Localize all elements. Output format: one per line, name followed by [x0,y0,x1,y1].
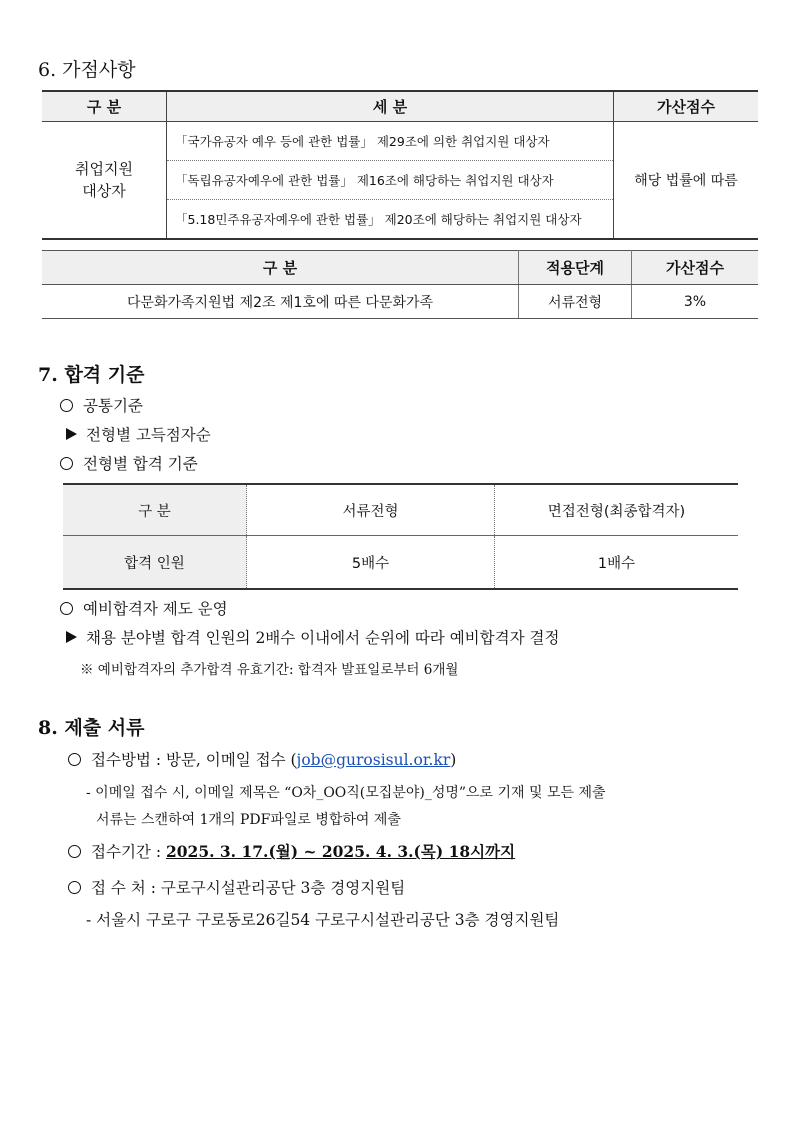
pass-criteria-table [63,483,738,590]
submission-place-item: 접 수 처 : 구로구시설관리공단 3층 경영지원팀 [68,876,405,898]
table3-header-interview: 면접전형(최종합격자) [495,484,739,536]
table2-header-points: 가산점수 [632,251,759,285]
table1-row-2: 「독립유공자예우에 관한 법률」 제16조에 해당하는 취업지원 대상자 [167,161,614,200]
table1-header-category: 구 분 [42,91,167,122]
reserve-item: 예비합격자 제도 운영 [60,597,228,619]
table3-header-document: 서류전형 [247,484,495,536]
stage-criteria-item: 전형별 합격 기준 [60,452,198,474]
bonus-points-table [42,90,758,240]
table3-cell-document: 5배수 [247,536,495,590]
email-link[interactable]: job@gurosisul.or.kr [296,751,451,769]
circle-bullet-icon [68,845,81,858]
table3-cell-interview: 1배수 [495,536,739,590]
table1-header-points: 가산점수 [614,91,759,122]
triangle-bullet-icon [66,428,77,440]
circle-bullet-icon [60,457,73,470]
common-criteria-item: 공통기준 [60,394,143,416]
submission-period-value: 2025. 3. 17.(월) ~ 2025. 4. 3.(목) 18시까지 [165,842,516,861]
table2-header-stage: 적용단계 [519,251,632,285]
common-criteria-sub: 전형별 고득점자순 [66,423,211,445]
table1-category-cell: 취업지원 대상자 [42,122,167,240]
table2-cell-points: 3% [632,285,759,319]
table2-cell-stage: 서류전형 [519,285,632,319]
reserve-sub: 채용 분야별 합격 인원의 2배수 이내에서 순위에 따라 예비합격자 결정 [66,626,559,648]
table3-cell-category: 합격 인원 [63,536,247,590]
table3-header-category: 구 분 [63,484,247,536]
table1-header-detail: 세 분 [167,91,614,122]
table1-row-1: 「국가유공자 예우 등에 관한 법률」 제29조에 의한 취업지원 대상자 [167,122,614,161]
multicultural-table [42,250,758,319]
section6-heading: 6. 가점사항 [38,59,136,81]
circle-bullet-icon [68,753,81,766]
table2-cell-category: 다문화가족지원법 제2조 제1호에 따른 다문화가족 [42,285,519,319]
submission-method-item: 접수방법 : 방문, 이메일 접수 (job@gurosisul.or.kr) [68,748,456,770]
section7-heading: 7. 합격 기준 [38,364,145,386]
table2-header-category: 구 분 [42,251,519,285]
submission-note-1: - 이메일 접수 시, 이메일 제목은 “O차_OO직(모집분야)_성명”으로 기재 및 모든 제출 [86,785,606,801]
circle-bullet-icon [68,881,81,894]
submission-place-address: - 서울시 구로구 구로동로26길54 구로구시설관리공단 3층 경영지원팀 [86,911,560,929]
circle-bullet-icon [60,602,73,615]
submission-note-2: 서류는 스캔하여 1개의 PDF파일로 병합하여 제출 [96,812,401,828]
reserve-note: ※ 예비합격자의 추가합격 유효기간: 합격자 발표일로부터 6개월 [80,662,459,678]
table1-points-cell: 해당 법률에 따름 [614,122,759,240]
table1-row-3: 「5.18민주유공자예우에 관한 법률」 제20조에 해당하는 취업지원 대상자 [167,200,614,240]
circle-bullet-icon [60,399,73,412]
submission-period-item: 접수기간 : 2025. 3. 17.(월) ~ 2025. 4. 3.(목) 18시까지 [68,840,515,862]
section8-heading: 8. 제출 서류 [38,717,145,739]
triangle-bullet-icon [66,631,77,643]
